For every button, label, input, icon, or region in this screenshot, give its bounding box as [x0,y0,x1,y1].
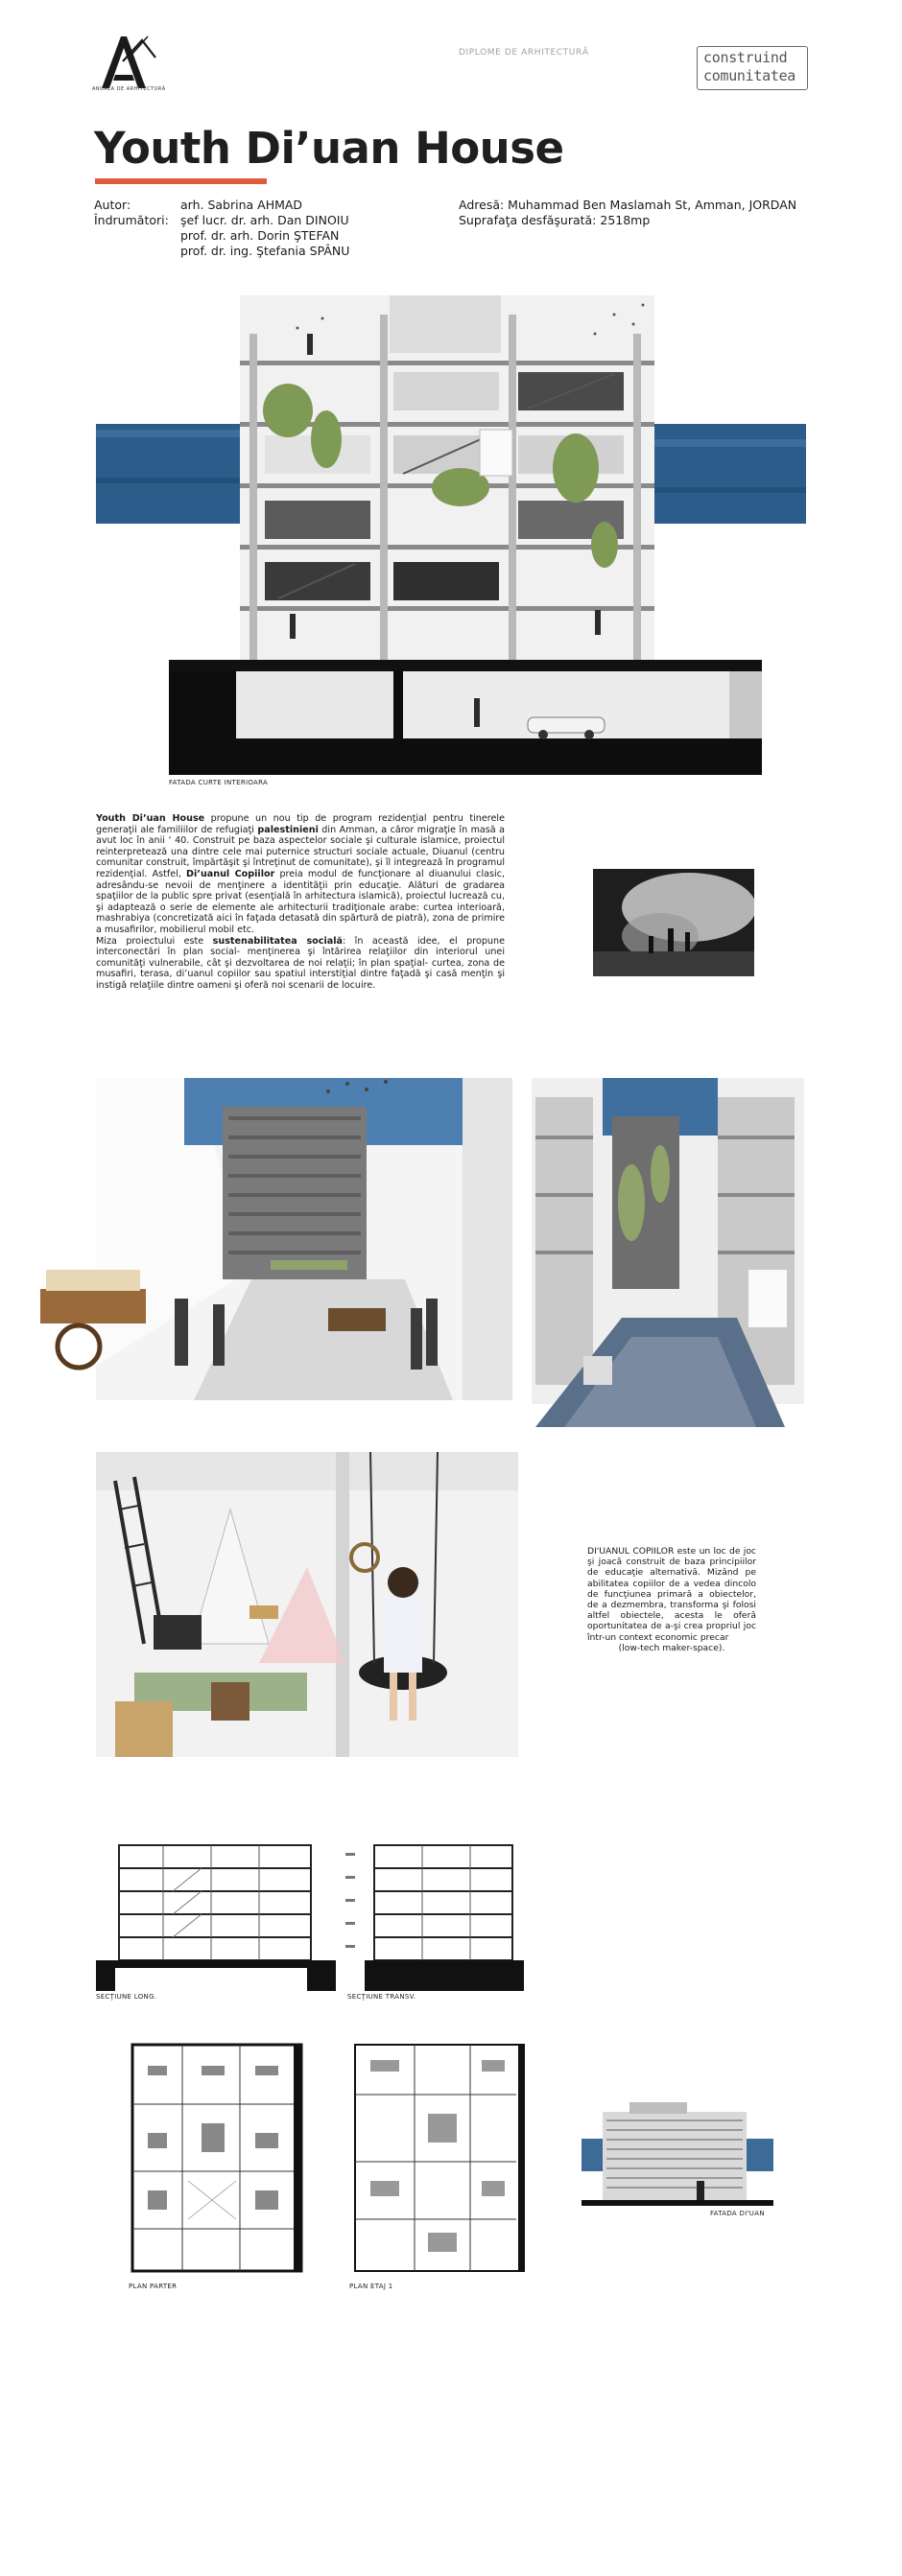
p1-part-b: din Amman, a căror migraţie în masă a avut loc în anii ‘ 40. Construit pe baza aspectelor sociale şi culturale islamice, proiectul reinterpretează una dintre cele mai puternice structuri sociale actuale, Diuanul (centru comunitar construit, împărtăşit şi întreţinut de comunitate), şi îl integrează în programul rezidenţial. Astfel, [96,824,505,879]
childrens-diuan-collage [96,1452,518,1757]
caption-plan-ground: PLAN PARTER [129,2283,178,2290]
project-name-lead: Youth Di’uan House [96,813,205,824]
description-paragraph-2 [96,936,505,992]
p2-part-a: Miza proiectului este [96,935,213,947]
title-underline [95,178,267,184]
advisor-2: prof. dr. arh. Dorin ŞTEFAN [180,228,340,243]
author-name: arh. Sabrina AHMAD [180,198,303,212]
caption-section-trans: SECŢIUNE TRANSV. [347,1993,416,2001]
caption-facade-diuan: FATADA DI'UAN [710,2210,765,2217]
courtyard-facade-drawing [96,295,806,775]
description-paragraph-1 [96,813,505,936]
longitudinal-section-drawing [96,1834,336,1991]
first-floor-plan [347,2037,532,2279]
brand-line-2: comunitatea [703,67,796,84]
caption-plan-floor: PLAN ETAJ 1 [349,2283,393,2290]
advisors-label: Îndrumători: [94,213,169,227]
project-description [96,813,505,992]
page-title: Youth Di’uan House [94,123,564,174]
transverse-section-drawing [345,1834,524,1991]
built-area: Suprafaţa desfăşurată: 2518mp [459,213,651,227]
courtyard-collage [526,1078,804,1427]
author-label: Autor: [94,198,131,212]
p1-bold-2: Di’uanul Copiilor [186,868,275,879]
address: Adresă: Muhammad Ben Maslamah St, Amman, JORDAN [459,198,797,212]
advisor-1: şef lucr. dr. arh. Dan DINOIU [180,213,349,227]
school-logo [94,33,171,92]
brand-line-1: construind [703,49,788,66]
side-text-end: (low-tech maker-space). [618,1642,725,1653]
ground-floor-plan [125,2037,309,2279]
p1-part-c: preia modul de funcţionare al diuanului clasic, adresându-se nevoii de menţinere a identităţii prin educaţie. Alături de gradarea spaţiilor de la public spre privat (esenţială în arhitectura islamică), proiectul lucrează cu, şi adaptează o serie de elemente ale arhitecturii tradiţionale arabe: curtea interioară, mashrabiya (concretizată aici în faţada detasată din spărtură de piatră), zona de primire a musafirilor, mobilierul mobil etc. [96,868,505,935]
brand-logo [697,46,808,90]
header-tag: DIPLOME DE ARHITECTURĂ [459,48,589,58]
street-collage [40,1078,512,1425]
logo-caption: ANUALA DE ARHITECTURĂ [92,86,166,92]
p2-bold: sustenabilitatea socială [212,935,343,947]
p1-bold: palestinieni [257,824,319,835]
childrens-diuan-text [587,1546,756,1653]
p2-part-b: : în această idee, el propune interconectări în plan social- menţinerea şi întărirea relaţiilor din interiorul unei comunităţi vulnerabile, cât şi dezvoltarea de noi relaţii; în plan spaţial- curtea, zona de musafiri, terasa, di’uanul copiilor sau spatiul interstiţial dintre faţadă şi casă menţin şi instigă relaţiile dintre oameni şi oferă noi scenarii de locuire. [96,935,505,991]
side-text-main: DI'UANUL COPIILOR este un loc de joc şi joacă construit de baza principiilor de educaţie alternativă. Mizând pe abilitatea copiilor de a vedea dincolo de funcţiunea primară a obiectelor, de a dezmembra, transforma şi folosi altfel obiectele, acesta le oferă oportunitatea de a-şi crea propriul joc într-un context economic precar [587,1546,756,1643]
diuan-facade-drawing [582,2102,773,2206]
caption-section-long: SECŢIUNE LONG. [96,1993,157,2001]
p1-part-a: propune un nou tip de program rezidenţial pentru tinerele generaţii ale familiilor de refugiaţi [96,813,505,835]
advisor-3: prof. dr. ing. Ştefania SPÂNU [180,244,350,258]
children-photo [593,869,754,976]
caption-facade-court: FATADA CURTE INTERIOARA [169,779,269,786]
